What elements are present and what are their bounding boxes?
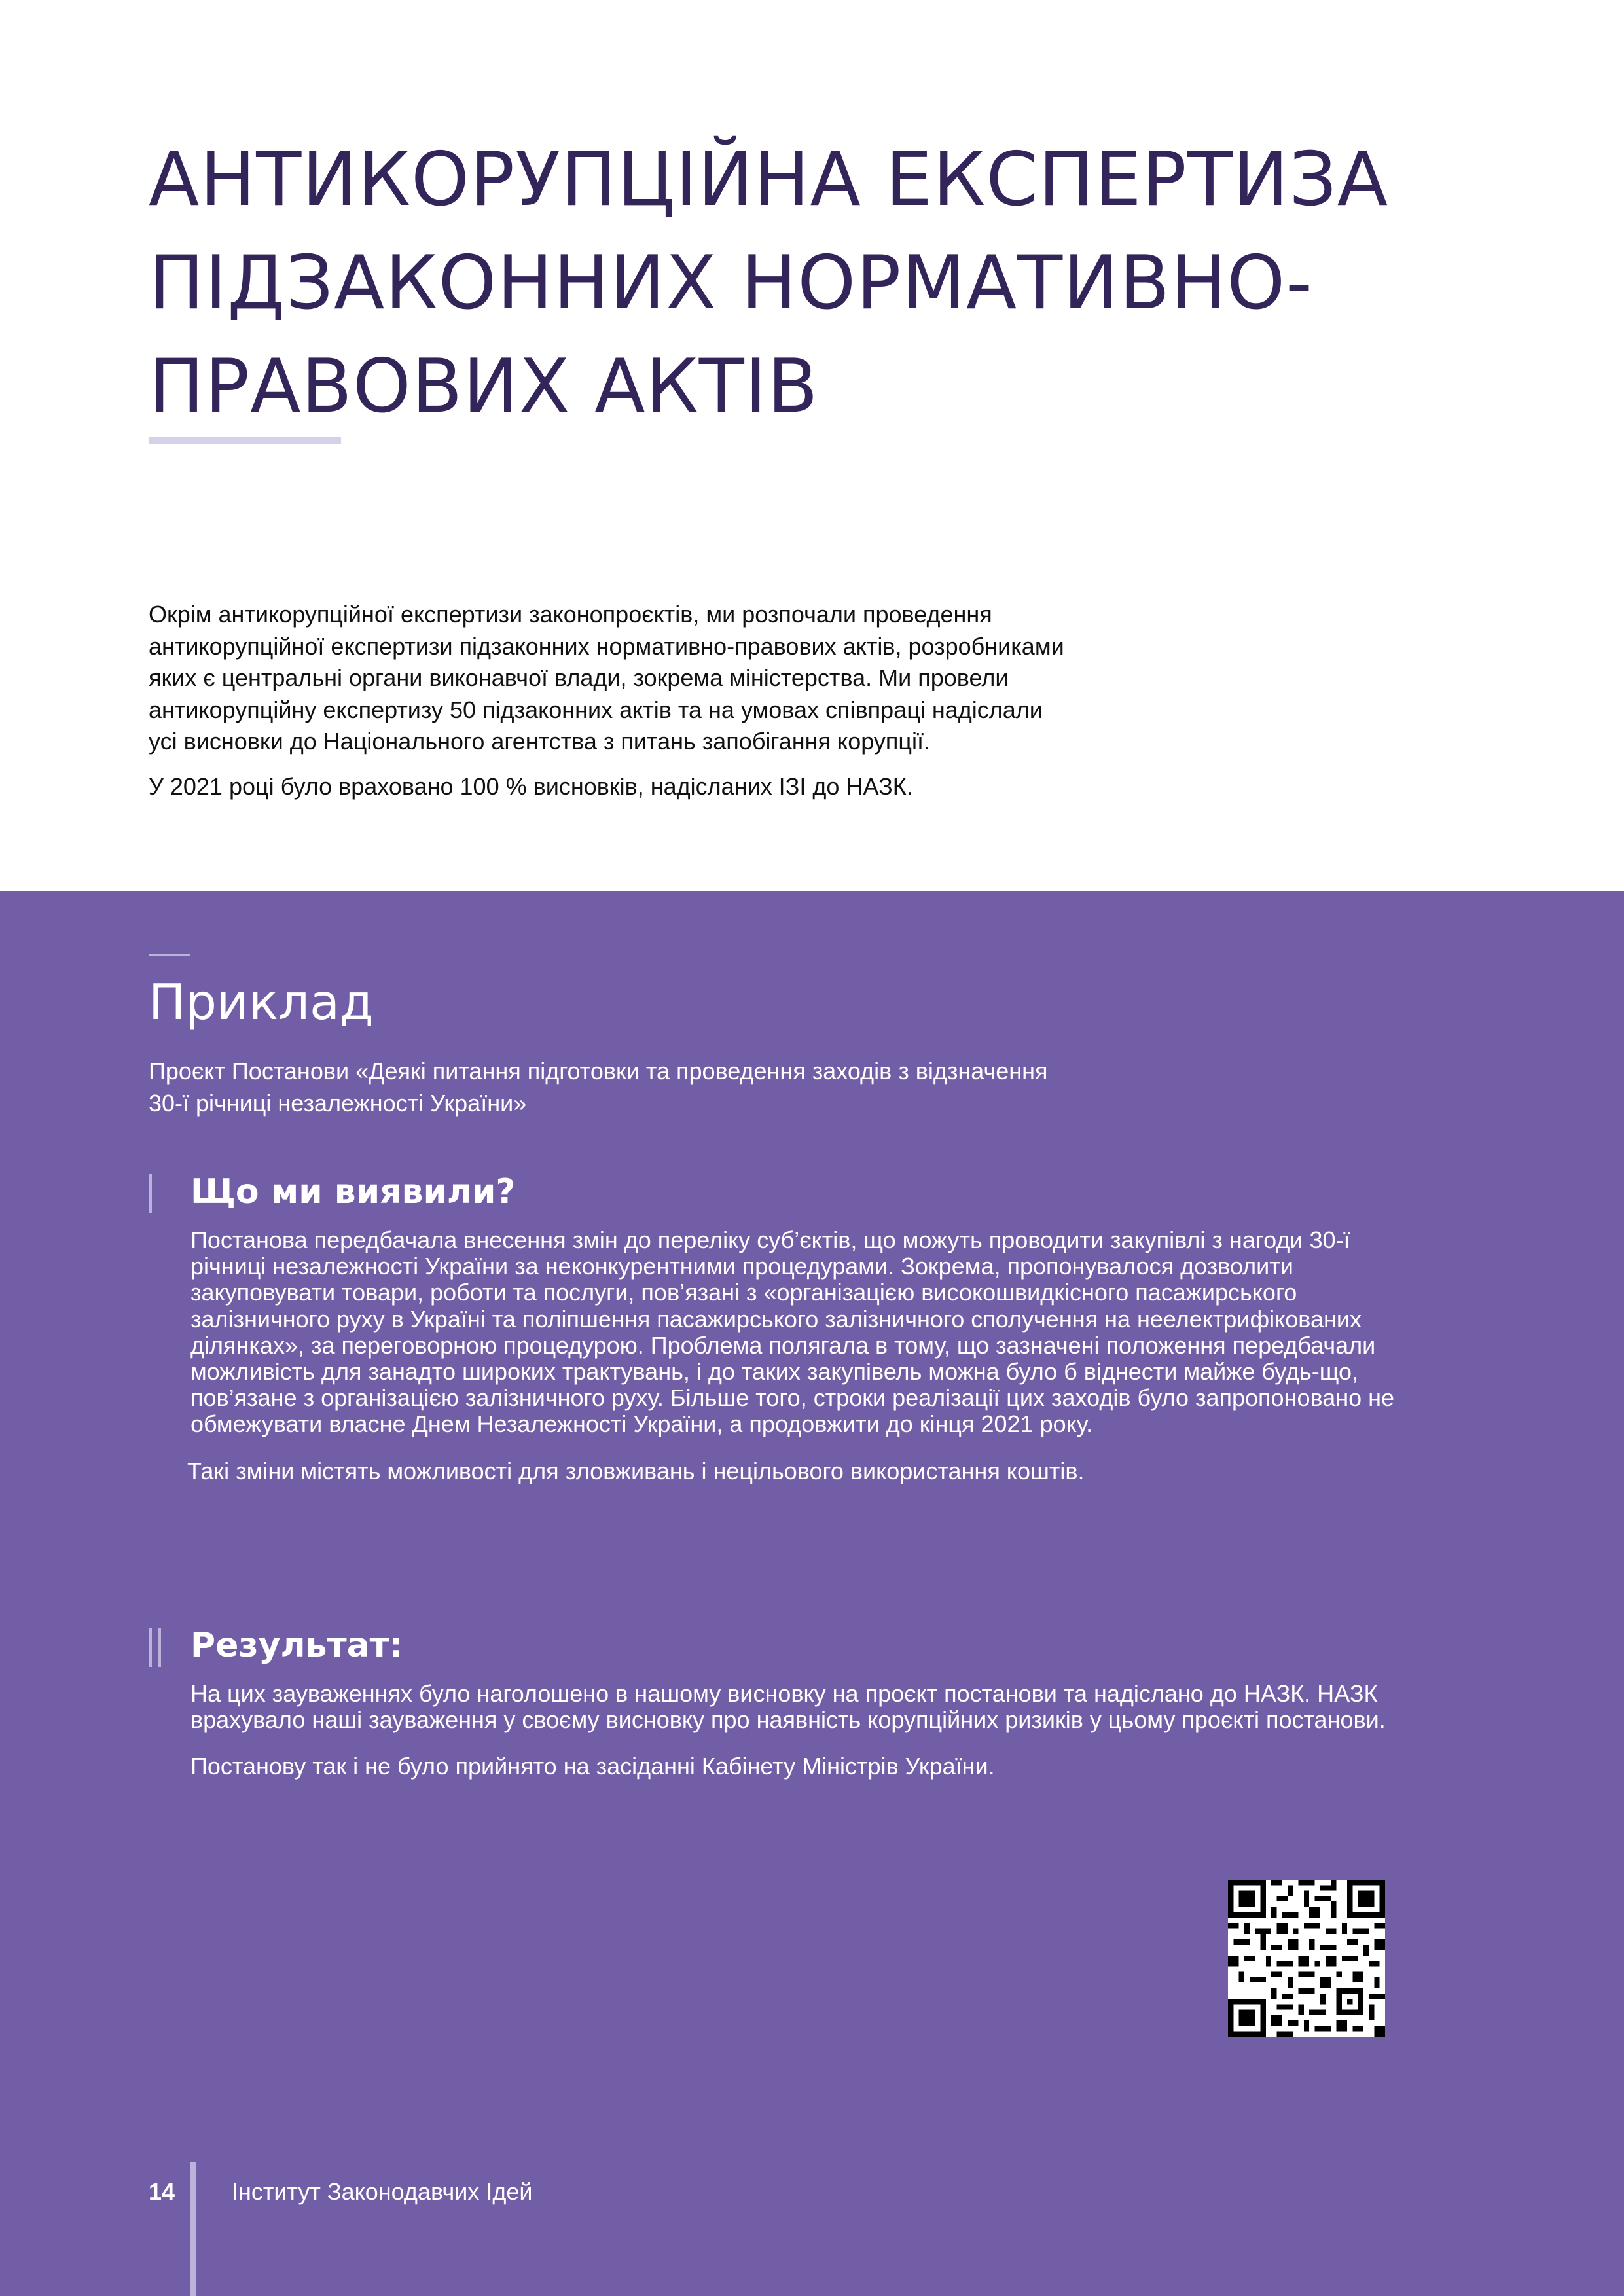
qr-code-graphic [1228,1880,1385,2037]
result-paragraph-1: На цих зауваженнях було наголошено в нашому висновку на проєкт постанови та надіслано до НАЗК. НАЗК врахувало наші зауваження у своєму висновку про наявність корупційних ризиків у цьому проєкті постанови. [190,1680,1386,1734]
intro-paragraph-2: У 2021 році було враховано 100 % висновків, надісланих ІЗІ до НАЗК. [149,772,913,800]
example-rule [149,954,190,956]
footer-organization: Інститут Законодавчих Ідей [232,2178,533,2205]
page-title-line-1: АНТИКОРУПЦІЙНА ЕКСПЕРТИЗА [149,136,1389,223]
result-bar-2 [158,1628,161,1667]
page-title-line-3: ПРАВОВИХ АКТІВ [149,343,819,429]
page-title [149,128,1523,438]
found-heading: Що ми виявили? [190,1172,516,1211]
intro-paragraph-1: Окрім антикорупційної експертизи законопроєктів, ми розпочали проведення антикорупційної експертизи підзаконних нормативно-правових актів, розробниками яких є центральні органи виконавчої влади, зокрема міністерства. Ми провели антикорупційну експертизу 50 підзаконних актів та на умовах співпраці надіслали усі висновки до Національного агентства з питань запобігання корупції. [149,601,1064,755]
page-number: 14 [149,2178,175,2205]
example-section [0,891,1624,2296]
qr-code-icon[interactable] [1228,1880,1385,2037]
result-text [190,1681,1408,1801]
intro-section [0,0,1624,891]
example-heading: Приклад [149,973,374,1031]
found-paragraph-2: Такі зміни містять можливості для зловживань і нецільового використання коштів. [187,1457,1085,1484]
example-subtitle: Проєкт Постанови «Деякі питання підготовки та проведення заходів з відзначення 30-ї річниці незалежності України» [149,1058,1048,1117]
intro-text [149,599,1072,816]
page-title-line-2: ПІДЗАКОННИХ НОРМАТИВНО- [149,240,1313,326]
result-heading: Результат: [190,1626,403,1665]
found-bar [149,1174,152,1213]
result-paragraph-2: Постанову так і не було прийнято на засіданні Кабінету Міністрів України. [190,1753,995,1780]
found-text [187,1227,1408,1505]
title-underline [149,437,341,444]
result-bar-1 [149,1628,152,1667]
footer-divider [190,2162,196,2296]
found-paragraph-1: Постанова передбачала внесення змін до переліку суб’єктів, що можуть проводити закупівлі з нагоди 30-ї річниці незалежності України за неконкурентними процедурами. Зокрема, пропонувалося дозволити закуповувати товари, роботи та послуги, пов’язані з «організацією високошвидкісного пасажирського залізничного руху в Україні та поліпшення пасажирського залізничного сполучення на неелектрифікованих ділянках», за переговорною процедурою. Проблема полягала в тому, що зазначені положення передбачали можливість для занадто широких трактувань, і до таких закупівель можна було б віднести майже будь-що, пов’язане з організацією залізничного руху. Більше того, строки реалізації цих заходів було запропоновано не обмежувати власне Днем Незалежності України, а продовжити до кінця 2021 року. [190,1227,1395,1438]
